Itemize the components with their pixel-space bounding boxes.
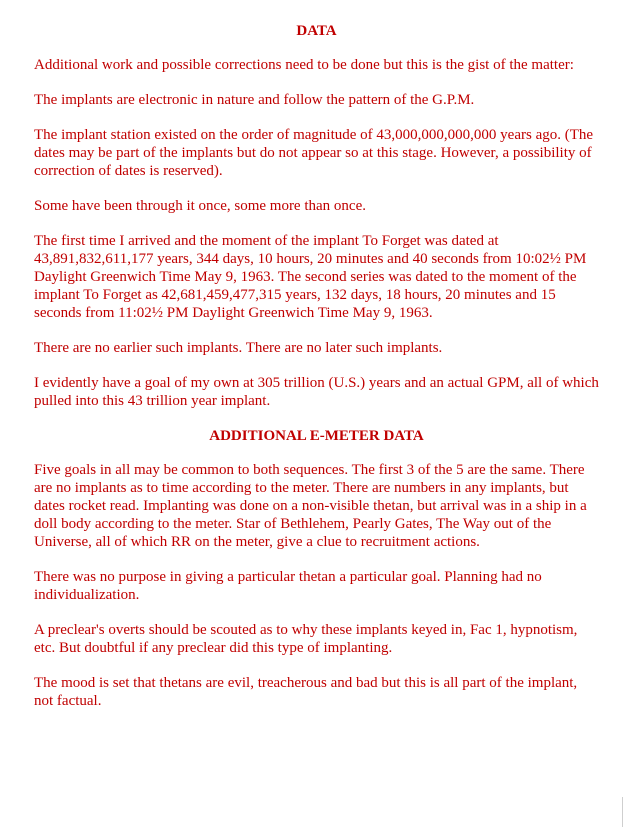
page-edge-rule — [622, 797, 623, 827]
paragraph-overts: A preclear's overts should be scouted as to why these implants keyed in, Fac 1, hypnotism, etc. But doubtful if any preclear did this type of implanting. — [34, 622, 578, 656]
heading-data: DATA — [296, 23, 337, 39]
paragraph-own-goal: I evidently have a goal of my own at 305 trillion (U.S.) years and an actual GPM, all of which pulled into this 43 trillion year implant. — [34, 375, 599, 409]
paragraph-five-goals: Five goals in all may be common to both sequences. The first 3 of the 5 are the same. There are no implants as to time according to the meter. There are numbers in any implants, but dates rocket read. Implanting was done on a non-visible thetan, but arrival was in a ship in a doll body according to the meter. Star of Bethlehem, Pearly Gates, The Way out of the Universe, all of which RR on the meter, give a clue to recruitment actions. — [34, 462, 587, 550]
paragraph-mood: The mood is set that thetans are evil, treacherous and bad but this is all part of the implant, not factual. — [34, 675, 578, 709]
paragraph-been-through: Some have been through it once, some more than once. — [34, 198, 366, 214]
paragraph-no-earlier: There are no earlier such implants. There are no later such implants. — [34, 340, 443, 356]
paragraph-implant-station: The implant station existed on the order of magnitude of 43,000,000,000,000 years ago. (The dates may be part of the implants but do not appear so at this stage. However, a possibility of correction of dates is reserved). — [34, 127, 594, 179]
heading-additional-emeter-data: ADDITIONAL E-METER DATA — [209, 428, 424, 444]
paragraph-implants-electronic: The implants are electronic in nature and follow the pattern of the G.P.M. — [34, 92, 475, 108]
paragraph-no-purpose: There was no purpose in giving a particular thetan a particular goal. Planning had no individualization. — [34, 569, 542, 603]
paragraph-intro: Additional work and possible corrections need to be done but this is the gist of the matter: — [34, 57, 574, 73]
paragraph-dates: The first time I arrived and the moment of the implant To Forget was dated at 43,891,832,611,177 years, 344 days, 10 hours, 20 minutes and 40 seconds from 10:02½ PM Daylight Greenwich Time May 9, 1963. The second series was dated to the moment of the implant To Forget as 42,681,459,477,315 years, 132 days, 18 hours, 20 minutes and 15 seconds from 11:02½ PM Daylight Greenwich Time May 9, 1963. — [34, 233, 587, 321]
